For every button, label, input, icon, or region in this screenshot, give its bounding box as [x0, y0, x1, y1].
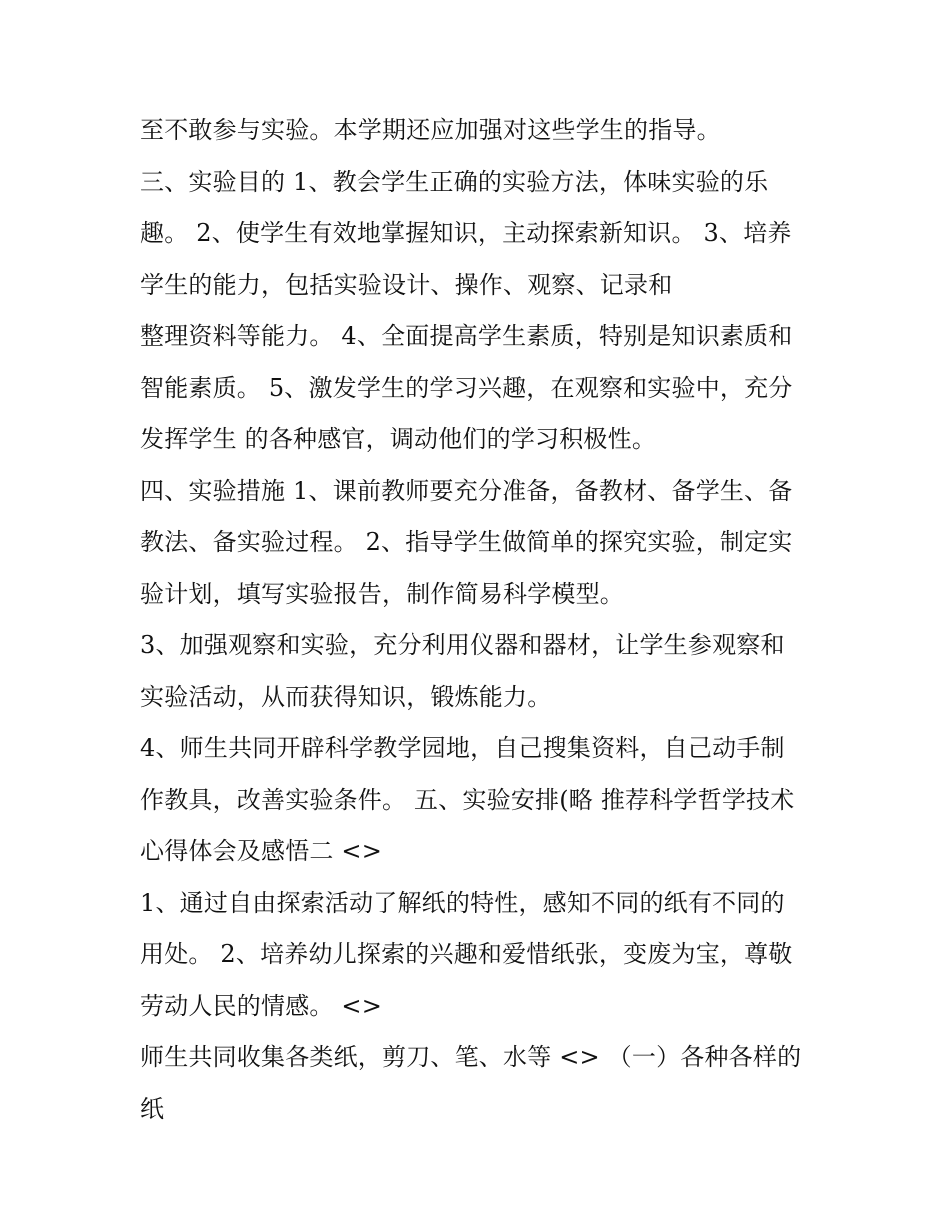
text-line-14: 作教具，改善实验条件。 五、实验安排(略 推荐科学哲学技术 [140, 785, 795, 814]
text-line-11: 3、加强观察和实验，充分利用仪器和器材，让学生参观察和 [140, 631, 785, 659]
text-line-19: 师生共同收集各类纸，剪刀、笔、水等 <> （一）各种各样的 [140, 1043, 802, 1071]
text-line-9: 教法、备实验过程。 2、指导学生做简单的探究实验，制定实 [140, 528, 793, 556]
text-line-5: 整理资料等能力。 4、全面提高学生素质，特别是知识素质和 [140, 322, 793, 350]
text-line-15: 心得体会及感悟二 <> [140, 837, 383, 865]
text-line-7: 发挥学生 的各种感官，调动他们的学习积极性。 [140, 425, 657, 453]
document-body [140, 105, 820, 1135]
text-line-8: 四、实验措施 1、课前教师要充分准备，备教材、备学生、备 [140, 476, 793, 505]
text-line-12: 实验活动，从而获得知识，锻炼能力。 [140, 682, 552, 711]
text-line-10: 验计划，填写实验报告，制作简易科学模型。 [140, 579, 624, 608]
text-line-18: 劳动人民的情感。 <> [140, 991, 383, 1020]
text-line-1: 至不敢参与实验。本学期还应加强对这些学生的指导。 [140, 116, 721, 144]
text-line-6: 智能素质。 5、激发学生的学习兴趣，在观察和实验中，充分 [140, 373, 793, 402]
text-line-17: 用处。 2、培养幼儿探索的兴趣和爱惜纸张，变废为宝，尊敬 [140, 940, 793, 968]
text-line-2: 三、实验目的 1、教会学生正确的实验方法，体味实验的乐 [140, 167, 769, 196]
text-line-16: 1、通过自由探索活动了解纸的特性，感知不同的纸有不同的 [140, 888, 785, 917]
text-line-4: 学生的能力，包括实验设计、操作、观察、记录和 [140, 270, 673, 299]
text-line-13: 4、师生共同开辟科学教学园地，自己搜集资料，自己动手制 [140, 734, 785, 762]
text-line-3: 趣。 2、使学生有效地掌握知识，主动探索新知识。 3、培养 [140, 219, 792, 247]
text-line-20: 纸 [140, 1094, 165, 1123]
